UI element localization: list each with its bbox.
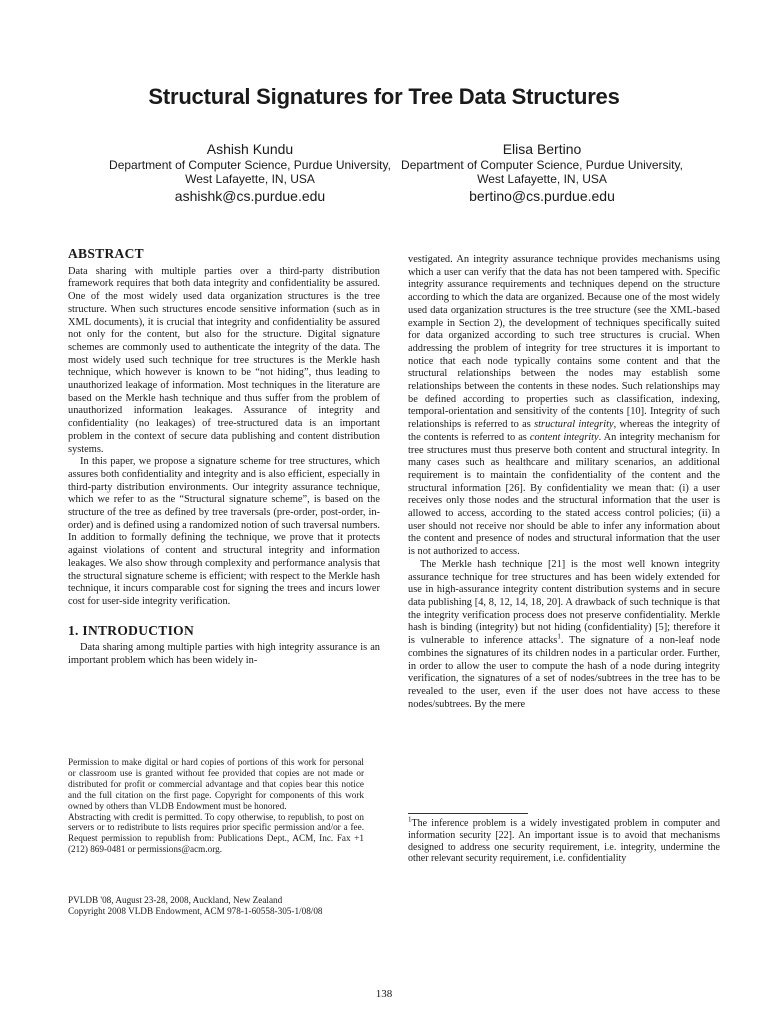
- text-run: , whereas the integrity of the contents is referred to as: [408, 419, 720, 443]
- emphasis-text: content integrity: [529, 431, 599, 443]
- permission-paragraph: Permission to make digital or hard copies of portions of this work for personal or classroom use is granted without fee provided that copies are not made or distributed for profit or commercial advantage and that copies bear this notice and the full citation on the first page. Copyright for components of this work owned by others than VLDB Endowment must be honored.: [68, 757, 364, 811]
- conference-info: [68, 895, 380, 917]
- text-run: vestigated. An integrity assurance technique provides mechanisms using which a user can verify that the data has not been tampered with. Specific integrity assurance requirements and techniques depend on the structure according to which the data are organized. Because one of the most widely used data organization structures is the tree structure (see the XML-based example in Section 2), the development of techniques specifically suited for data organized according to such tree structures is crucial. When addressing the problem of integrity for tree structures it is important to notice that each node typically contains some content and that the structural relationships between the nodes may establish some relationships between the contents in these nodes. Such relationships may be defined according to properties such as classification, indexing, temporal-orientation and sensitivity of the contents [10]. Integrity of such relationships is referred to as: [408, 254, 720, 431]
- abstract-heading: ABSTRACT: [68, 246, 144, 261]
- introduction-heading: 1. INTRODUCTION: [68, 622, 195, 638]
- author-email: ashishk@cs.purdue.edu: [174, 188, 326, 204]
- page-number: 138: [375, 988, 393, 1000]
- author-affiliation: Department of Computer Science, Purdue University, West Lafayette, IN, USA: [401, 158, 683, 186]
- author-email: bertino@cs.purdue.edu: [469, 188, 615, 204]
- copyright-line: Copyright 2008 VLDB Endowment, ACM 978-1-60558-305-1/08/08: [68, 905, 323, 916]
- footnote: [408, 813, 720, 865]
- author-affiliation: Department of Computer Science, Purdue University, West Lafayette, IN, USA: [109, 158, 391, 186]
- introduction-paragraph: Data sharing among multiple parties with high integrity assurance is an important problem which has been widely in-: [68, 642, 380, 667]
- text-run: . The signature of a non-leaf node combines the signatures of its children nodes in a particular order. Further, in order to allow the user to compute the hash of a node during integrity verification, the signatures of a set of nodes/subtrees in the tree has to be revealed to the user, even if the user does not have access to these nodes/subtrees. By the mere: [408, 635, 721, 710]
- introduction-paragraph: [408, 254, 720, 559]
- author-block-2: [392, 140, 692, 206]
- footnote-text: [408, 815, 720, 865]
- author-name: Ashish Kundu: [206, 141, 294, 157]
- permission-paragraph: Abstracting with credit is permitted. To copy otherwise, to republish, to post on servers or to redistribute to lists requires prior specific permission and/or a fee. Request permission to republish from: Publications Dept., ACM, Inc. Fax +1 (212) 869-0481 or permissions@acm.org.: [68, 811, 364, 855]
- permission-notice: [68, 757, 364, 855]
- author-name: Elisa Bertino: [502, 141, 582, 157]
- text-run: The inference problem is a widely investigated problem in computer and information security [22]. An important issue is to avoid that mechanisms designed to address one security requirement, i.e. integrity, undermine the other relevant security requirement, i.e. confidentiality: [408, 818, 720, 865]
- abstract-paragraph: In this paper, we propose a signature scheme for tree structures, which assures both confidentiality and integrity and is also efficient, especially in third-party distribution environments. Our integrity assurance technique, which we refer to as the “Structural signature scheme”, is based on the structure of the tree as defined by tree traversals (pre-order, post-order, in-order) and is defined using a randomized notion of such traversal numbers. In addition to formally defining the technique, we prove that it protects against violations of content and structural integrity and information leakages. We also show through complexity and performance analysis that the structural signature scheme is efficient; with respect to the Merkle hash technique, it incurs comparable cost for signing the trees and incurs lower cost for user-side integrity verification.: [68, 456, 380, 607]
- footnote-divider: [408, 813, 528, 814]
- footnote-number: 1: [408, 815, 412, 824]
- conference-line: PVLDB '08, August 23-28, 2008, Auckland, New Zealand: [68, 895, 283, 905]
- emphasis-text: structural integrity: [534, 419, 614, 431]
- left-column: [68, 248, 380, 668]
- right-column: [408, 254, 720, 711]
- introduction-paragraph: [408, 559, 720, 711]
- abstract-paragraph: Data sharing with multiple parties over a third-party distribution framework requires that both data integrity and confidentiality be assured. One of the most widely used data organization structures is the tree structure. When such structures encode sensitive information (such as in XML documents), it is crucial that integrity and confidentiality be assured not only for the content, but also for the structure. Digital signature schemes are commonly used to authenticate the integrity of the data. The most widely used such technique for tree structures is the Merkle hash technique, which however is known to be “not hiding”, thus leading to unauthorized leakage of information. Most techniques in the literature are based on the Merkle hash technique and thus suffer from the problem of unauthorized information leakages. Assurance of integrity and confidentiality (no leakages) of tree-structured data is an important problem in the context of secure data publishing and content distribution systems.: [68, 265, 380, 455]
- paper-title: Structural Signatures for Tree Data Structures: [148, 84, 620, 109]
- footnote-marker[interactable]: 1: [557, 632, 561, 641]
- author-block-1: [100, 140, 400, 206]
- text-run: The Merkle hash technique [21] is the most well known integrity assurance technique for tree structures and has been widely extended for use in high-assurance integrity content distribution systems and in secure data publishing [4, 8, 12, 14, 18, 20]. A drawback of such technique is that the integrity verification process does not preserve confidentiality. Merkle hash is binding (integrity) but not hiding (confidentiality) [5]; therefore it is vulnerable to inference attacks: [408, 558, 720, 647]
- text-run: . An integrity mechanism for tree structures must thus preserve both content and structural integrity. In many cases such as healthcare and military scenarios, an additional requirement is to maintain the confidentiality of the content and the structural information [26]. By confidentiality we mean that: (i) a user receives only those nodes and the structural information that the user is allowed to access, according to the stated access control policies; (ii) a user should not receive nor should be able to infer any information about the content and presence of nodes and structural information that the user is not authorized to access.: [408, 431, 720, 558]
